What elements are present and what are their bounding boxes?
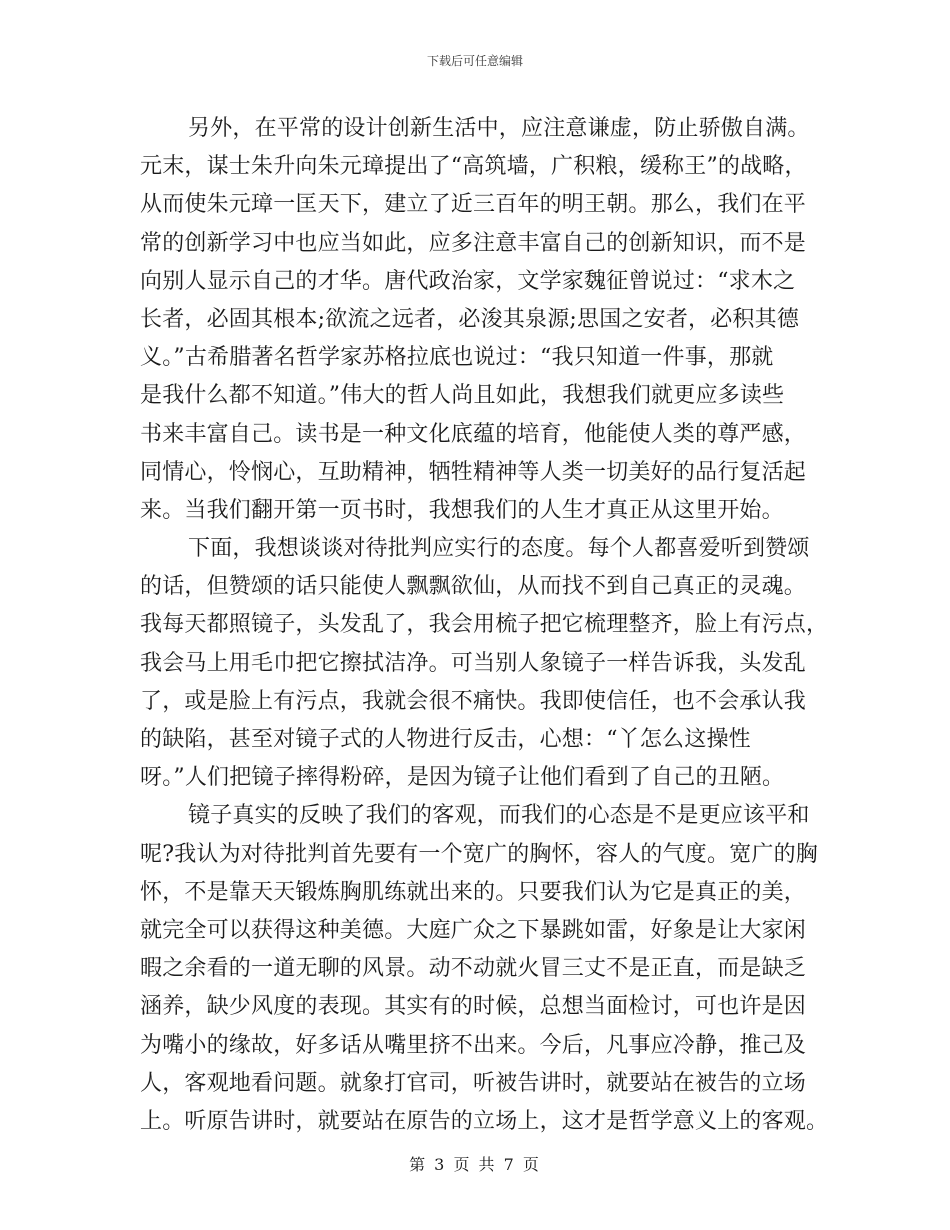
text-line: 就完全可以获得这种美德。大庭广众之下暴跳如雷，好象是让大家闲 bbox=[140, 917, 807, 943]
text-line: 从而使朱元璋一匡天下，建立了近三百年的明王朝。那么，我们在平 bbox=[140, 192, 807, 218]
text-line: 了，或是脸上有污点，我就会很不痛快。我即使信任，也不会承认我 bbox=[140, 688, 807, 714]
text-line: 人，客观地看问题。就象打官司，听被告讲时，就要站在被告的立场 bbox=[140, 1070, 807, 1096]
text-line: 为嘴小的缘故，好多话从嘴里挤不出来。今后，凡事应冷静，推己及 bbox=[140, 1032, 807, 1058]
text-line: 涵养，缺少风度的表现。其实有的时候，总想当面检讨，可也许是因 bbox=[140, 994, 807, 1020]
text-line: 来。当我们翻开第一页书时，我想我们的人生才真正从这里开始。 bbox=[140, 497, 784, 523]
text-line: 呢?我认为对待批判首先要有一个宽广的胸怀，容人的气度。宽广的胸 bbox=[140, 841, 818, 867]
text-line: 书来丰富自己。读书是一种文化底蕴的培育，他能使人类的尊严感， bbox=[140, 421, 807, 447]
text-line: 同情心，怜悯心，互助精神，牺牲精神等人类一切美好的品行复活起 bbox=[140, 459, 807, 485]
text-line: 上。听原告讲时，就要站在原告的立场上，这才是哲学意义上的客观。 bbox=[140, 1108, 829, 1134]
text-line: 是我什么都不知道。”伟大的哲人尚且如此，我想我们就更应多读些 bbox=[140, 383, 785, 409]
page-number-footer: 第 3 页 共 7 页 bbox=[409, 1155, 541, 1174]
text-line: 长者，必固其根本;欲流之远者，必浚其泉源;思国之安者，必积其德 bbox=[140, 306, 800, 332]
text-line: 我每天都照镜子，头发乱了，我会用梳子把它梳理整齐，脸上有污点， bbox=[140, 612, 829, 638]
document-body bbox=[140, 110, 829, 1141]
text-line: 的话，但赞颂的话只能使人飘飘欲仙，从而找不到自己真正的灵魂。 bbox=[140, 574, 807, 600]
text-line: 呀。”人们把镜子摔得粉碎，是因为镜子让他们看到了自己的丑陋。 bbox=[140, 765, 785, 791]
text-line: 暇之余看的一道无聊的风景。动不动就火冒三丈不是正直，而是缺乏 bbox=[140, 956, 807, 982]
text-line-p1-1: 另外，在平常的设计创新生活中，应注意谦虚，防止骄傲自满。 bbox=[188, 116, 810, 141]
text-line: 元末，谋士朱升向朱元璋提出了“高筑墙，广积粮，缓称王”的战略， bbox=[140, 154, 807, 180]
text-line: 义。”古希腊著名哲学家苏格拉底也说过：“我只知道一件事，那就 bbox=[140, 345, 774, 371]
text-line: 的缺陷，甚至对镜子式的人物进行反击，心想：“丫怎么这操性 bbox=[140, 727, 751, 752]
text-line-p3-1: 镜子真实的反映了我们的客观，而我们的心态是不是更应该平和 bbox=[188, 803, 810, 829]
text-line: 向别人显示自己的才华。唐代政治家，文学家魏征曾说过：“求木之 bbox=[140, 268, 796, 294]
page-header: 下载后可任意编辑 bbox=[426, 54, 523, 68]
text-line: 常的创新学习中也应当如此，应多注意丰富自己的创新知识，而不是 bbox=[140, 230, 807, 256]
text-line: 怀，不是靠天天锻炼胸肌练就出来的。只要我们认为它是真正的美， bbox=[140, 879, 807, 905]
text-line: 我会马上用毛巾把它擦拭洁净。可当别人象镜子一样告诉我，头发乱 bbox=[140, 650, 807, 676]
text-line-p2-1: 下面，我想谈谈对待批判应实行的态度。每个人都喜爱听到赞颂 bbox=[188, 536, 810, 562]
